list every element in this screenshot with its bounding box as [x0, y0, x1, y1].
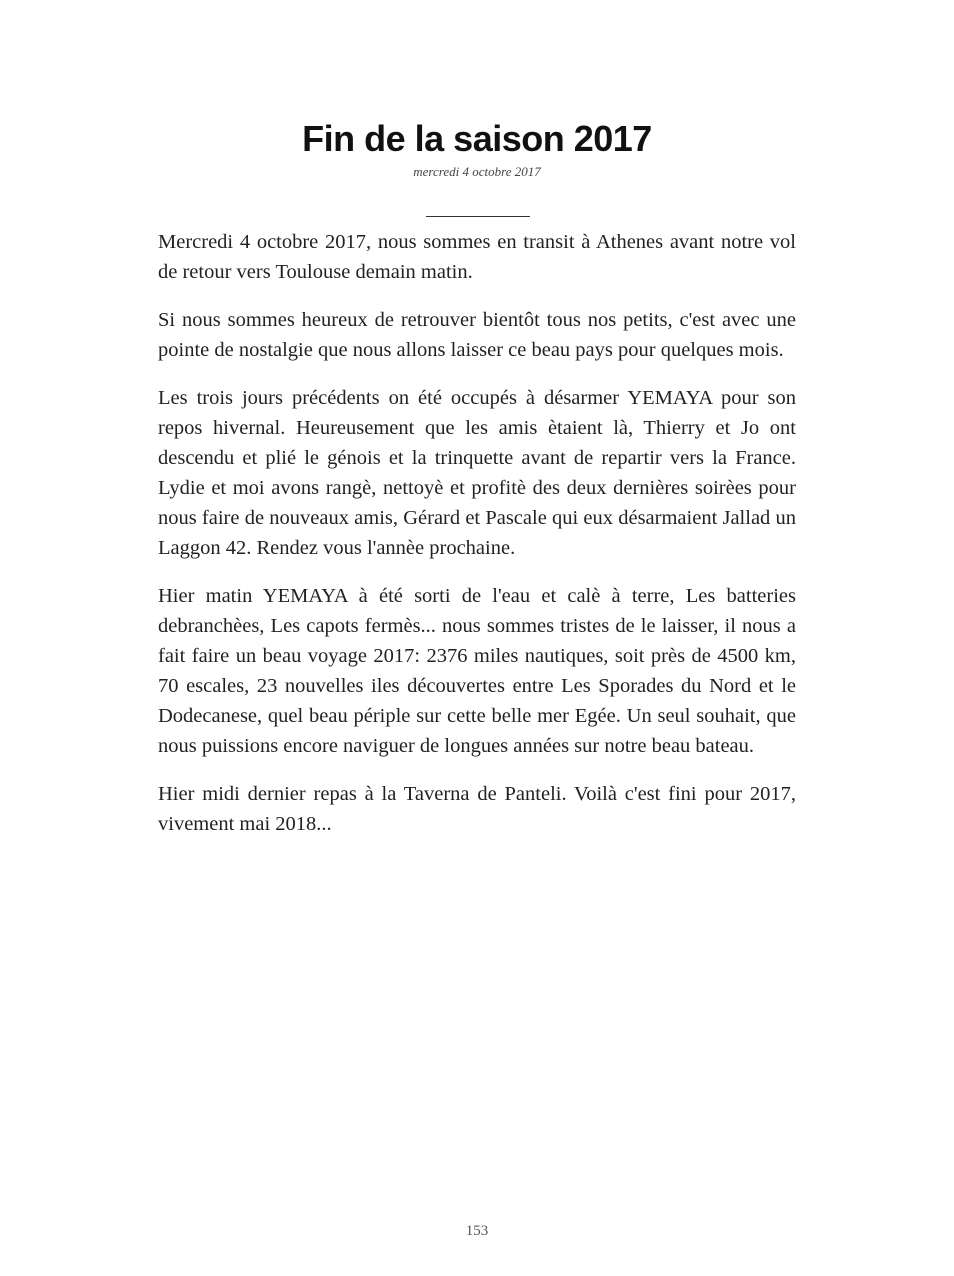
divider — [426, 216, 530, 217]
page-title: Fin de la saison 2017 — [302, 118, 652, 159]
page-number: 153 — [465, 1223, 489, 1239]
paragraph: Si nous sommes heureux de retrouver bientôt tous nos petits, c'est avec une pointe de nostalgie que nous allons laisser ce beau pays pour quelques mois. — [158, 309, 796, 361]
paragraph: Les trois jours précédents on été occupés à désarmer YEMAYA pour son repos hivernal. Heureusement que les amis ètaient là, Thierry et Jo ont descendu et plié le génois et la trinquette avant de repartir vers la France. Lydie et moi avons rangè, nettoyè et profitè des deux dernières soirèes pour nous faire de nouveaux amis, Gérard et Pascale qui eux désarmaient Jallad un Laggon 42. Rendez vous l'annèe prochaine. — [158, 387, 796, 559]
article-body — [158, 227, 796, 857]
paragraph: Hier midi dernier repas à la Taverna de Panteli. Voilà c'est fini pour 2017, vivement mai 2018... — [158, 783, 796, 835]
paragraph: Mercredi 4 octobre 2017, nous sommes en transit à Athenes avant notre vol de retour vers Toulouse demain matin. — [158, 231, 796, 283]
paragraph: Hier matin YEMAYA à été sorti de l'eau et calè à terre, Les batteries debranchèes, Les capots fermès... nous sommes tristes de le laisser, il nous a fait faire un beau voyage 2017: 2376 miles nautiques, soit près de 4500 km, 70 escales, 23 nouvelles iles découvertes entre Les Sporades du Nord et le Dodecanese, quel beau périple sur cette belle mer Egée. Un seul souhait, que nous puissions encore naviguer de longues années sur notre beau bateau. — [158, 585, 796, 757]
post-date: mercredi 4 octobre 2017 — [413, 164, 541, 179]
